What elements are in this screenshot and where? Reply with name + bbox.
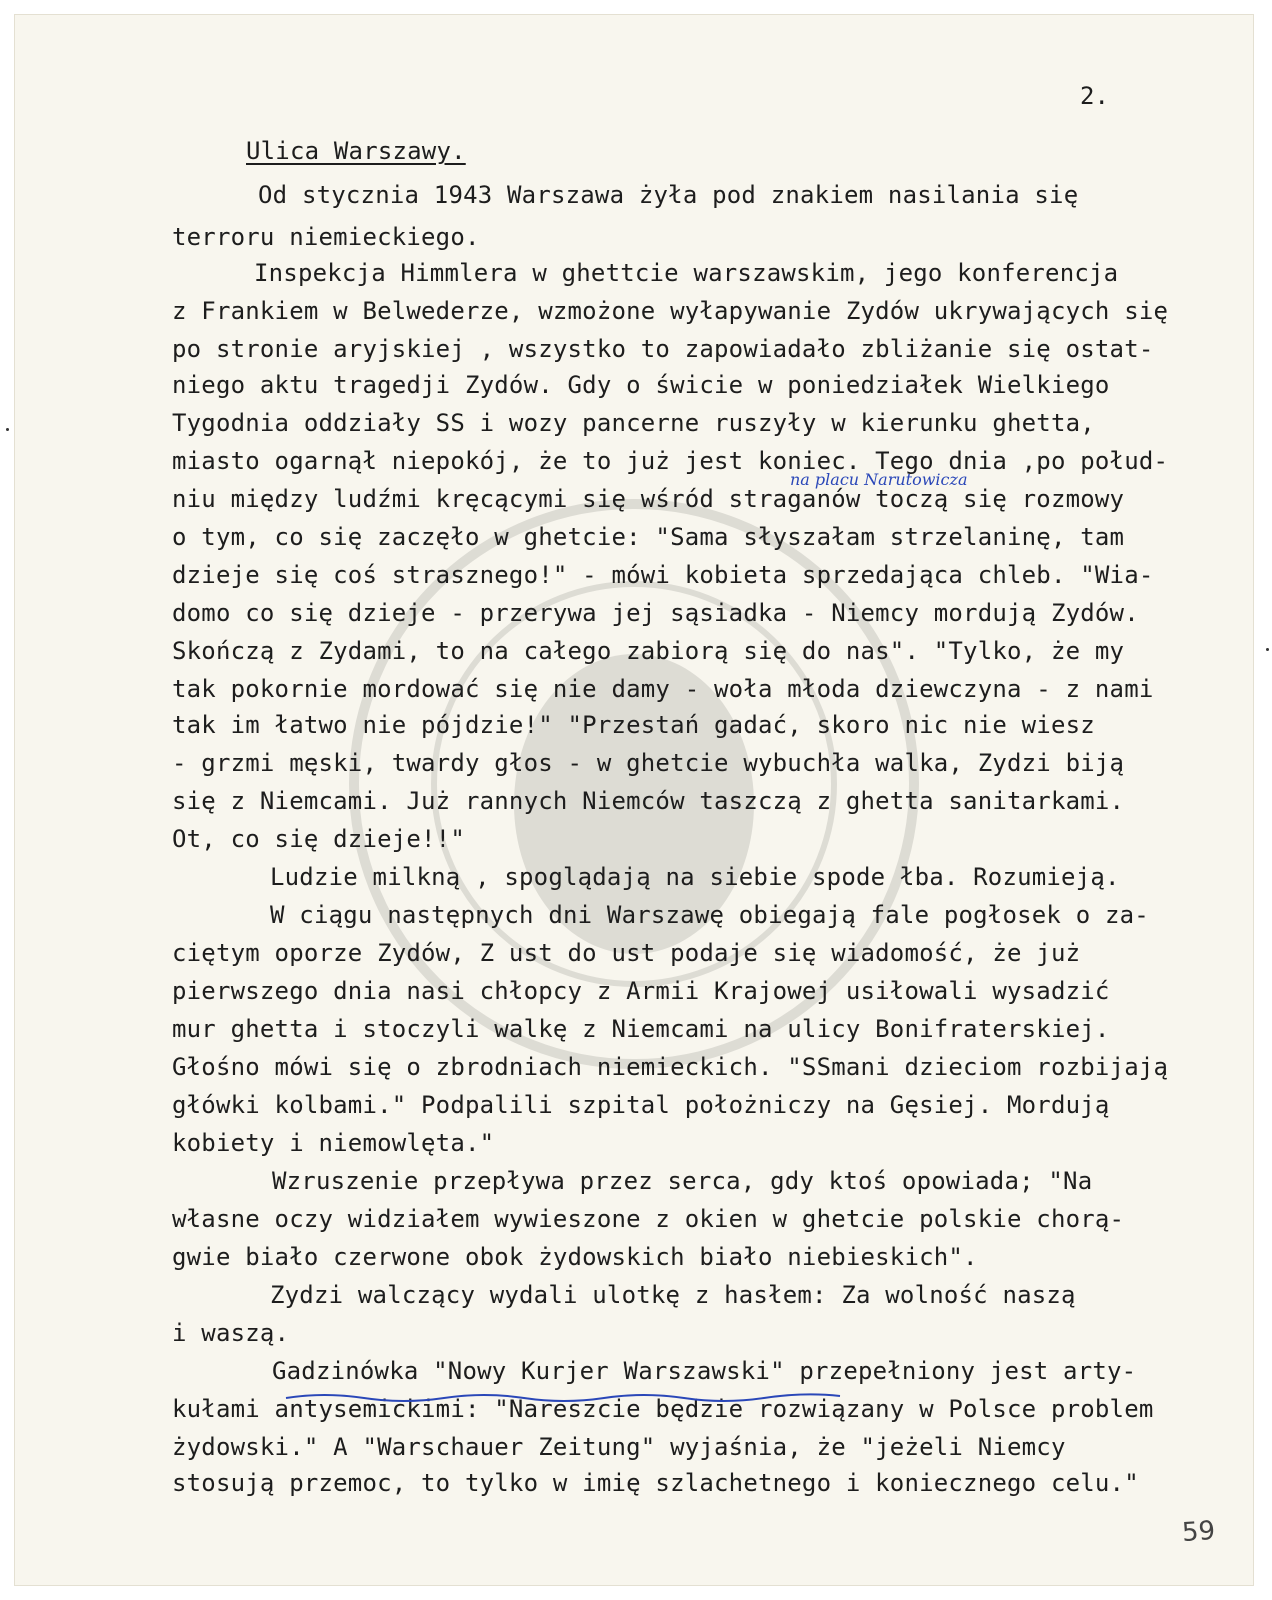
text-line: żydowski." A "Warschauer Zeitung" wyjaśnia, że "jeżeli Niemcy <box>172 1433 1066 1461</box>
text-line: niego aktu tragedji Zydów. Gdy o świcie w poniedziałek Wielkiego <box>172 371 1110 399</box>
text-line: W ciągu następnych dni Warszawę obiegają fale pogłosek o za- <box>270 901 1149 929</box>
text-line: pierwszego dnia nasi chłopcy z Armii Krajowej usiłowali wysadzić <box>172 977 1110 1005</box>
margin-dot <box>1266 648 1269 651</box>
text-line: stosują przemoc, to tylko w imię szlachetnego i koniecznego celu." <box>172 1469 1139 1497</box>
text-line: Wzruszenie przepływa przez serca, gdy ktoś opowiada; "Na <box>272 1167 1093 1195</box>
text-line: Ot, co się dzieje!!" <box>172 825 465 853</box>
text-line: Zydzi walczący wydali ulotkę z hasłem: Za wolność naszą <box>270 1281 1076 1309</box>
text-line: miasto ogarnął niepokój, że to już jest koniec. Tego dnia ,po połud- <box>172 447 1169 475</box>
text-line: ciętym oporze Zydów, Z ust do ust podaje się wiadomość, że już <box>172 939 1081 967</box>
document-title: Ulica Warszawy. <box>246 137 466 165</box>
text-line: po stronie aryjskiej , wszystko to zapowiadało zbliżanie się ostat- <box>172 335 1154 363</box>
page-number: 2. <box>1080 82 1109 110</box>
text-line: Skończą z Zydami, to na całego zabiorą się do nas". "Tylko, że my <box>172 637 1125 665</box>
text-line: dzieje się coś strasznego!" - mówi kobieta sprzedająca chleb. "Wia- <box>172 561 1154 589</box>
handwritten-annotation: na placu Narutowicza <box>790 470 968 489</box>
text-line: kobiety i niemowlęta." <box>172 1129 495 1157</box>
text-line: tak im łatwo nie pójdzie!" "Przestań gadać, skoro nic nie wiesz <box>172 711 1095 739</box>
text-line: i waszą. <box>172 1319 290 1347</box>
text-line: z Frankiem w Belwederze, wzmożone wyłapywanie Zydów ukrywających się <box>172 297 1169 325</box>
text-line: Ludzie milkną , spoglądają na siebie spode łba. Rozumieją. <box>270 863 1120 891</box>
text-line: główki kolbami." Podpalili szpital położniczy na Gęsiej. Mordują <box>172 1091 1110 1119</box>
text-line: mur ghetta i stoczyli walkę z Niemcami na ulicy Bonifraterskiej. <box>172 1015 1110 1043</box>
text-line: niu między ludźmi kręcącymi się wśród straganów toczą się rozmowy <box>172 485 1125 513</box>
text-line: - grzmi męski, twardy głos - w ghetcie wybuchła walka, Zydzi biją <box>172 749 1125 777</box>
text-line: Tygodnia oddziały SS i wozy pancerne ruszyły w kierunku ghetta, <box>172 409 1095 437</box>
text-line: tak pokornie mordować się nie damy - woła młoda dziewczyna - z nami <box>172 675 1154 703</box>
text-line: Inspekcja Himmlera w ghettcie warszawskim, jego konferencja <box>254 259 1119 287</box>
text-line: Gadzinówka "Nowy Kurjer Warszawski" przepełniony jest arty- <box>272 1357 1137 1385</box>
margin-dot <box>6 428 9 431</box>
text-line: się z Niemcami. Już rannych Niemców taszczą z ghetta sanitarkami. <box>172 787 1125 815</box>
text-line: kułami antysemickimi: "Nareszcie będzie rozwiązany w Polsce problem <box>172 1395 1154 1423</box>
text-line: domo co się dzieje - przerywa jej sąsiadka - Niemcy mordują Zydów. <box>172 599 1139 627</box>
archive-page-number: 59 <box>1180 1515 1217 1549</box>
handwritten-underline <box>284 1390 844 1406</box>
text-line: terroru niemieckiego. <box>172 223 480 251</box>
typewritten-page <box>14 14 1254 1586</box>
text-line: gwie biało czerwone obok żydowskich biało niebieskich". <box>172 1243 978 1271</box>
text-line: własne oczy widziałem wywieszone z okien w ghetcie polskie chorą- <box>172 1205 1125 1233</box>
text-line: Od stycznia 1943 Warszawa żyła pod znakiem nasilania się <box>258 181 1079 209</box>
text-line: o tym, co się zaczęło w ghetcie: "Sama słyszałam strzelaninę, tam <box>172 523 1125 551</box>
text-line: Głośno mówi się o zbrodniach niemieckich. "SSmani dzieciom rozbijają <box>172 1053 1169 1081</box>
